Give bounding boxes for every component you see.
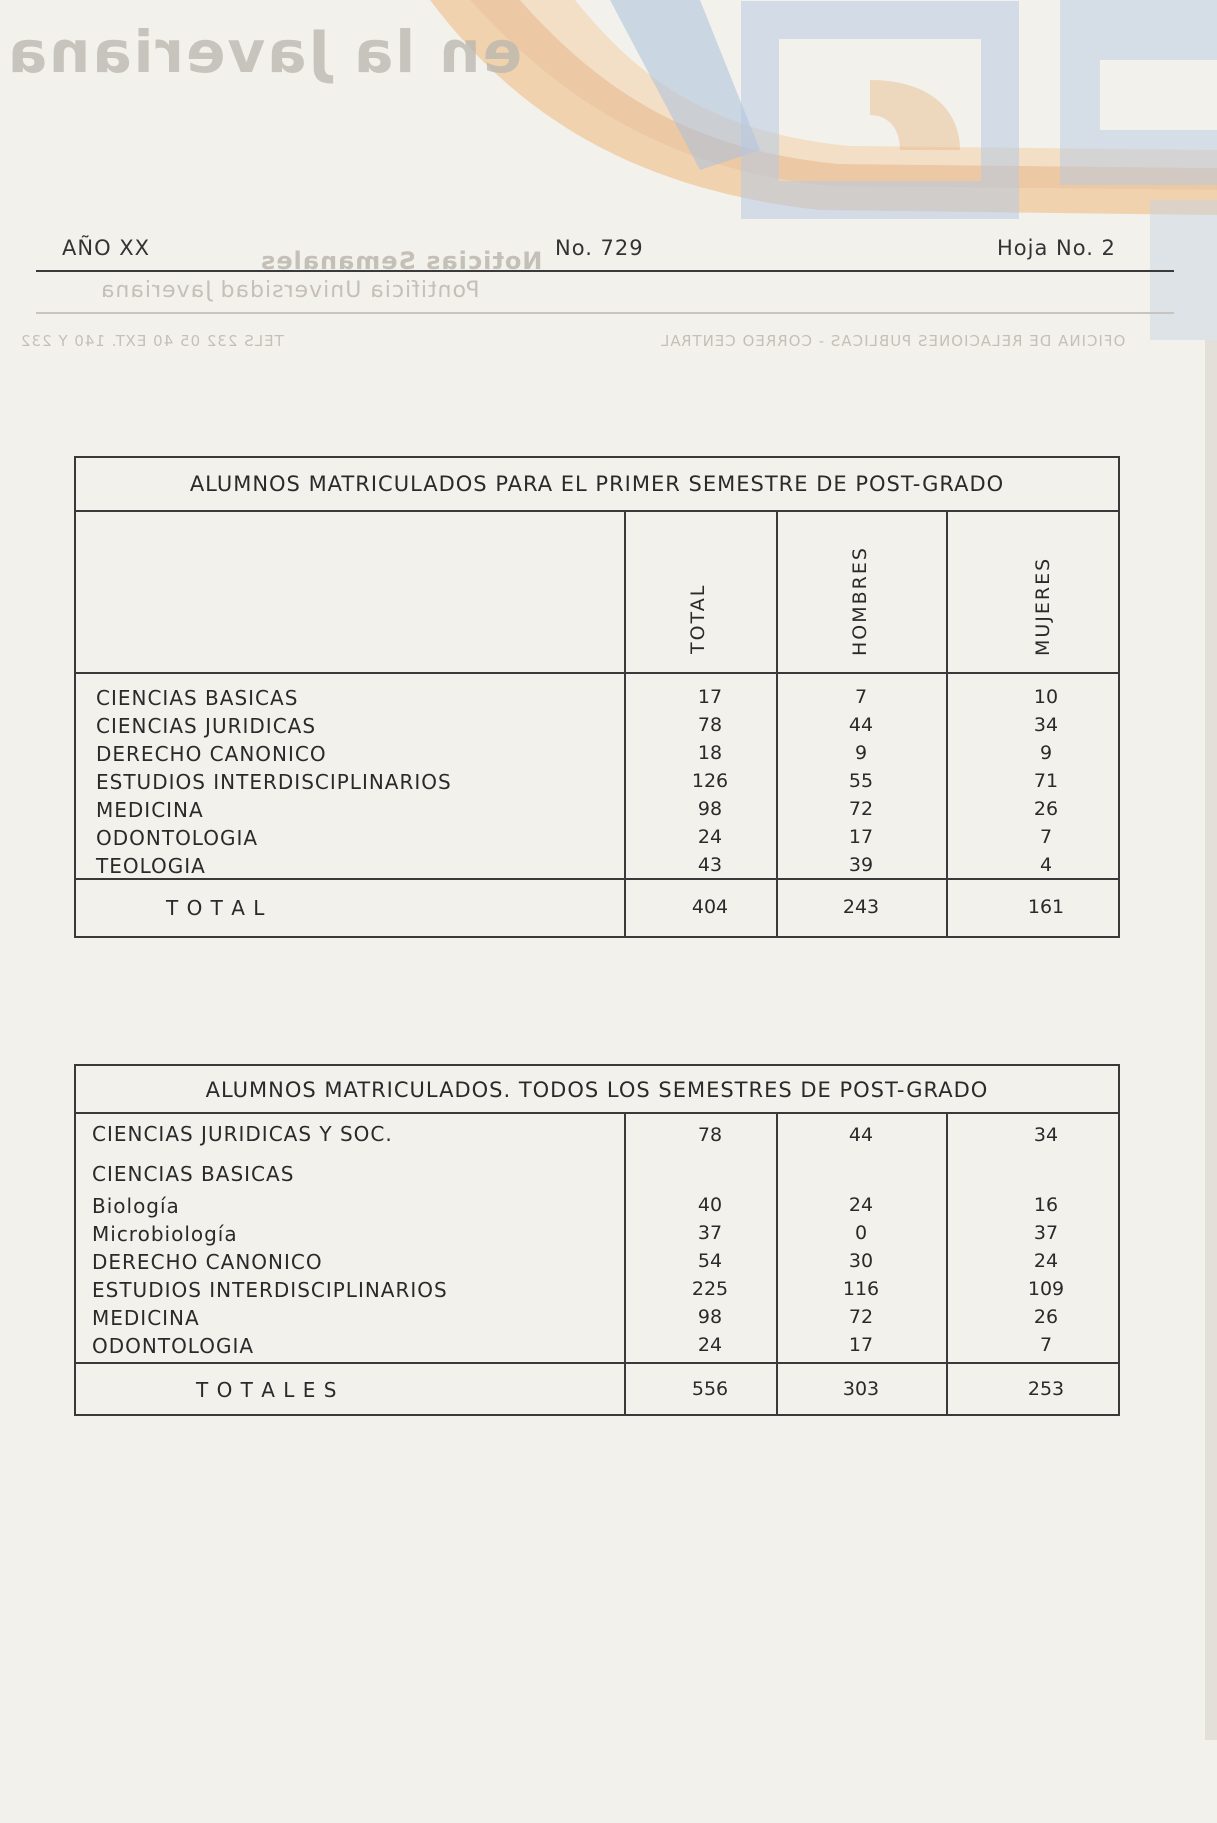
cell-total: 54	[697, 1250, 723, 1272]
table-title: ALUMNOS MATRICULADOS PARA EL PRIMER SEMESTRE DE POST-GRADO	[189, 472, 1005, 496]
cell-mujeres: 34	[1033, 714, 1059, 736]
row-label: TEOLOGIA	[96, 854, 206, 878]
cell-hombres: 44	[848, 1124, 874, 1146]
header-divider	[76, 672, 1118, 674]
title-divider	[76, 510, 1118, 512]
cell-hombres: 116	[842, 1278, 880, 1300]
cell-total: 24	[697, 826, 723, 848]
cell-mujeres: 26	[1033, 1306, 1059, 1328]
col-header-hombres: HOMBRES	[849, 546, 871, 656]
cell-hombres: 72	[848, 1306, 874, 1328]
cell-mujeres: 37	[1033, 1222, 1059, 1244]
adjacent-page-edge	[1205, 340, 1217, 1740]
total-cell-mujeres: 161	[1027, 896, 1065, 918]
row-label: CIENCIAS JURIDICAS	[96, 714, 317, 738]
row-label: ESTUDIOS INTERDISCIPLINARIOS	[92, 1278, 448, 1302]
cell-hombres: 0	[854, 1222, 868, 1244]
cell-total: 24	[697, 1334, 723, 1356]
row-label: MEDICINA	[96, 798, 204, 822]
cell-mujeres: 9	[1039, 742, 1053, 764]
cell-total: 98	[697, 798, 723, 820]
cell-hombres: 55	[848, 770, 874, 792]
total-cell-hombres: 243	[842, 896, 880, 918]
cell-mujeres: 7	[1039, 1334, 1053, 1356]
row-label: CIENCIAS BASICAS	[96, 686, 299, 710]
bleed-text-3: OFICINA DE RELACIONES PUBLICAS - CORREO CENTRAL	[660, 332, 1126, 350]
row-label: Microbiología	[92, 1222, 238, 1246]
issue-number: No. 729	[555, 236, 644, 260]
total-cell-total: 404	[691, 896, 729, 918]
cell-hombres: 30	[848, 1250, 874, 1272]
total-cell-total: 556	[691, 1378, 729, 1400]
year-label: AÑO XX	[62, 236, 151, 260]
col-divider-3	[946, 510, 948, 936]
masthead-title-bleed: en la Javeriana	[6, 18, 522, 86]
cell-hombres: 72	[848, 798, 874, 820]
cell-mujeres: 10	[1033, 686, 1059, 708]
total-label: T O T A L	[166, 896, 266, 920]
total-divider	[76, 1362, 1118, 1364]
cell-hombres: 17	[848, 826, 874, 848]
row-label: CIENCIAS JURIDICAS Y SOC.	[92, 1122, 393, 1146]
cell-hombres: 24	[848, 1194, 874, 1216]
row-label: CIENCIAS BASICAS	[92, 1162, 295, 1186]
cell-total: 37	[697, 1222, 723, 1244]
cell-mujeres: 16	[1033, 1194, 1059, 1216]
cell-hombres: 9	[854, 742, 868, 764]
cell-mujeres: 109	[1027, 1278, 1065, 1300]
cell-total: 126	[691, 770, 729, 792]
row-label: ODONTOLOGIA	[92, 1334, 255, 1358]
header-rule	[36, 270, 1174, 272]
bleed-text-1: Noticias Semanales	[260, 247, 543, 275]
row-label: Biología	[92, 1194, 180, 1218]
cell-total: 40	[697, 1194, 723, 1216]
col-header-total: TOTAL	[687, 583, 709, 654]
cell-total: 225	[691, 1278, 729, 1300]
cell-mujeres: 34	[1033, 1124, 1059, 1146]
table-all-semesters	[74, 1064, 1120, 1416]
row-label: DERECHO CANONICO	[96, 742, 327, 766]
cell-hombres: 44	[848, 714, 874, 736]
cell-mujeres: 7	[1039, 826, 1053, 848]
cell-hombres: 17	[848, 1334, 874, 1356]
row-label: MEDICINA	[92, 1306, 200, 1330]
cell-hombres: 39	[848, 854, 874, 876]
bleed-text-2: Pontificia Universidad Javeriana	[100, 278, 480, 303]
row-label: ESTUDIOS INTERDISCIPLINARIOS	[96, 770, 452, 794]
cell-total: 43	[697, 854, 723, 876]
total-label: T O T A L E S	[196, 1378, 338, 1402]
row-label: ODONTOLOGIA	[96, 826, 259, 850]
total-cell-mujeres: 253	[1027, 1378, 1065, 1400]
col-divider-2	[776, 1112, 778, 1414]
issue-header	[42, 236, 1172, 270]
cell-mujeres: 71	[1033, 770, 1059, 792]
cell-total: 18	[697, 742, 723, 764]
col-divider-1	[624, 510, 626, 936]
cell-total: 78	[697, 1124, 723, 1146]
cell-mujeres: 24	[1033, 1250, 1059, 1272]
cell-total: 98	[697, 1306, 723, 1328]
table-title: ALUMNOS MATRICULADOS. TODOS LOS SEMESTRES DE POST-GRADO	[205, 1078, 989, 1102]
sheet-number: Hoja No. 2	[997, 236, 1116, 260]
cell-mujeres: 26	[1033, 798, 1059, 820]
table-first-semester	[74, 456, 1120, 938]
cell-total: 78	[697, 714, 723, 736]
bleed-rule	[36, 312, 1174, 314]
col-header-mujeres: MUJERES	[1032, 556, 1054, 656]
col-divider-2	[776, 510, 778, 936]
cell-mujeres: 4	[1039, 854, 1053, 876]
bleed-text-4: TELS 232 05 40 EXT. 140 Y 232	[20, 332, 284, 350]
col-divider-1	[624, 1112, 626, 1414]
title-divider	[76, 1112, 1118, 1114]
col-divider-3	[946, 1112, 948, 1414]
cell-total: 17	[697, 686, 723, 708]
total-cell-hombres: 303	[842, 1378, 880, 1400]
cell-hombres: 7	[854, 686, 868, 708]
total-divider	[76, 878, 1118, 880]
row-label: DERECHO CANONICO	[92, 1250, 323, 1274]
